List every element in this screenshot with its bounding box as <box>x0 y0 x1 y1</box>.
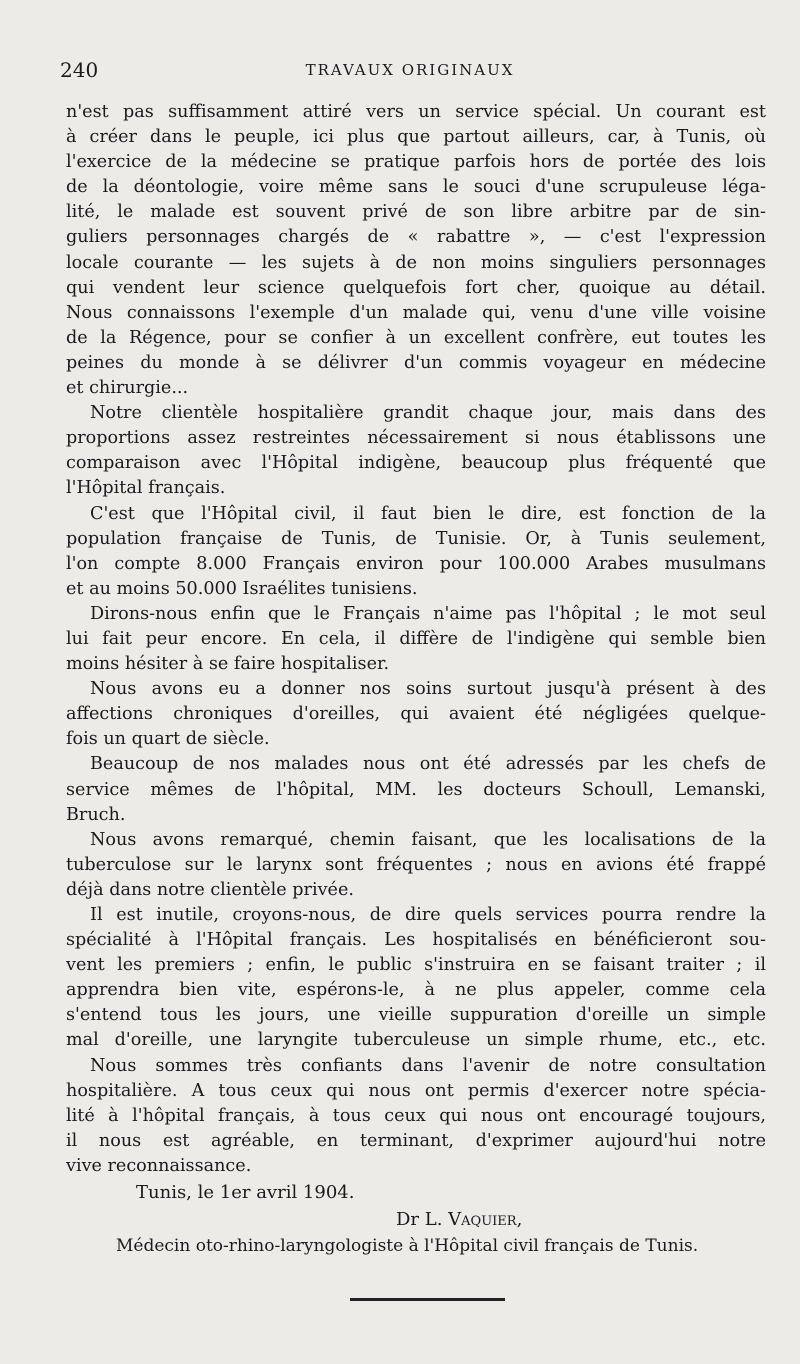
text-line: Bruch. <box>66 804 126 825</box>
signature-position: Médecin oto-rhino-laryngologiste à l'Hôpital civil français de Tunis. <box>116 1236 699 1257</box>
text-line: service mêmes de l'hôpital, MM. les docteurs Schoull, Lemanski, <box>66 779 766 800</box>
text-line: n'est pas suffisamment attiré vers un service spécial. Un courant est <box>66 102 766 122</box>
signature-surname: Vaquier, <box>448 1209 523 1231</box>
text-line: l'Hôpital français. <box>66 478 226 499</box>
text-line: déjà dans notre clientèle privée. <box>66 879 354 900</box>
text-line: Nous sommes très confiants dans l'avenir de notre consultation <box>90 1055 766 1076</box>
text-line: Notre clientèle hospitalière grandit chaque jour, mais dans des <box>90 403 766 424</box>
text-line: et chirurgie... <box>66 378 189 399</box>
text-line: Dirons-nous enfin que le Français n'aime pas l'hôpital ; le mot seul <box>90 603 766 624</box>
text-line: apprendra bien vite, espérons-le, à ne plus appeler, comme cela <box>66 980 766 1001</box>
text-line: qui vendent leur science quelquefois fort cher, quoique au détail. <box>66 277 766 298</box>
text-line: l'on compte 8.000 Français environ pour 100.000 Arabes musulmans <box>66 553 766 574</box>
text-line: il nous est agréable, en terminant, d'exprimer aujourd'hui notre <box>66 1130 766 1151</box>
running-head: TRAVAUX ORIGINAUX <box>305 61 515 79</box>
body-text <box>66 100 766 1260</box>
signature-name <box>66 1206 766 1233</box>
text-line: lité à l'hôpital français, à tous ceux qui nous ont encouragé toujours, <box>66 1105 766 1126</box>
text-line: spécialité à l'Hôpital français. Les hospitalisés en bénéficieront sou- <box>66 930 766 951</box>
page-header <box>60 58 760 88</box>
text-line: proportions assez restreintes nécessairement si nous établissons une <box>66 428 766 449</box>
text-line: population française de Tunis, de Tunisie. Or, à Tunis seulement, <box>66 528 766 549</box>
text-line: hospitalière. A tous ceux qui nous ont permis d'exercer notre spécia- <box>66 1080 766 1101</box>
page-number: 240 <box>60 58 99 82</box>
text-line: mal d'oreille, une laryngite tuberculeuse un simple rhume, etc., etc. <box>66 1030 766 1051</box>
text-line: Beaucoup de nos malades nous ont été adressés par les chefs de <box>90 754 766 775</box>
text-line: tuberculose sur le larynx sont fréquentes ; nous en avions été frappé <box>66 854 766 875</box>
text-line: lui fait peur encore. En cela, il diffère de l'indigène qui semble bien <box>66 628 766 649</box>
text-line: de la déontologie, voire même sans le souci d'une scrupuleuse léga- <box>66 177 766 198</box>
text-line: lité, le malade est souvent privé de son libre arbitre par de sin- <box>66 202 766 223</box>
text-line: Nous avons eu a donner nos soins surtout jusqu'à présent à des <box>90 679 766 700</box>
text-line: et au moins 50.000 Israélites tunisiens. <box>66 578 418 599</box>
text-line: à créer dans le peuple, ici plus que partout ailleurs, car, à Tunis, où <box>66 127 766 148</box>
closing-rule <box>350 1298 505 1301</box>
signature-date: Tunis, le 1er avril 1904. <box>136 1182 355 1204</box>
text-line: Nous avons remarqué, chemin faisant, que les localisations de la <box>90 829 766 850</box>
text-line: fois un quart de siècle. <box>66 729 270 750</box>
text-line: de la Régence, pour se confier à un excellent confrère, eut toutes les <box>66 327 766 348</box>
text-line: affections chroniques d'oreilles, qui avaient été négligées quelque- <box>66 704 766 725</box>
text-line: C'est que l'Hôpital civil, il faut bien le dire, est fonction de la <box>90 503 766 524</box>
text-line: peines du monde à se délivrer d'un commis voyageur en médecine <box>66 352 766 373</box>
text-line: comparaison avec l'Hôpital indigène, beaucoup plus fréquenté que <box>66 453 766 474</box>
text-line: Nous connaissons l'exemple d'un malade qui, venu d'une ville voisine <box>66 302 766 323</box>
text-line: locale courante — les sujets à de non moins singuliers personnages <box>66 252 766 273</box>
text-line: vent les premiers ; enfin, le public s'instruira en se faisant traiter ; il <box>66 955 766 976</box>
text-line: vive reconnaissance. <box>66 1155 252 1176</box>
text-line: moins hésiter à se faire hospitaliser. <box>66 654 390 675</box>
signature-title-prefix: Dr L. <box>396 1209 443 1231</box>
text-line: l'exercice de la médecine se pratique parfois hors de portée des lois <box>66 152 766 173</box>
text-line: s'entend tous les jours, une vieille suppuration d'oreille un simple <box>66 1005 766 1026</box>
text-line: guliers personnages chargés de « rabattre », — c'est l'expression <box>66 227 766 248</box>
text-line: Il est inutile, croyons-nous, de dire quels services pourra rendre la <box>90 905 766 925</box>
